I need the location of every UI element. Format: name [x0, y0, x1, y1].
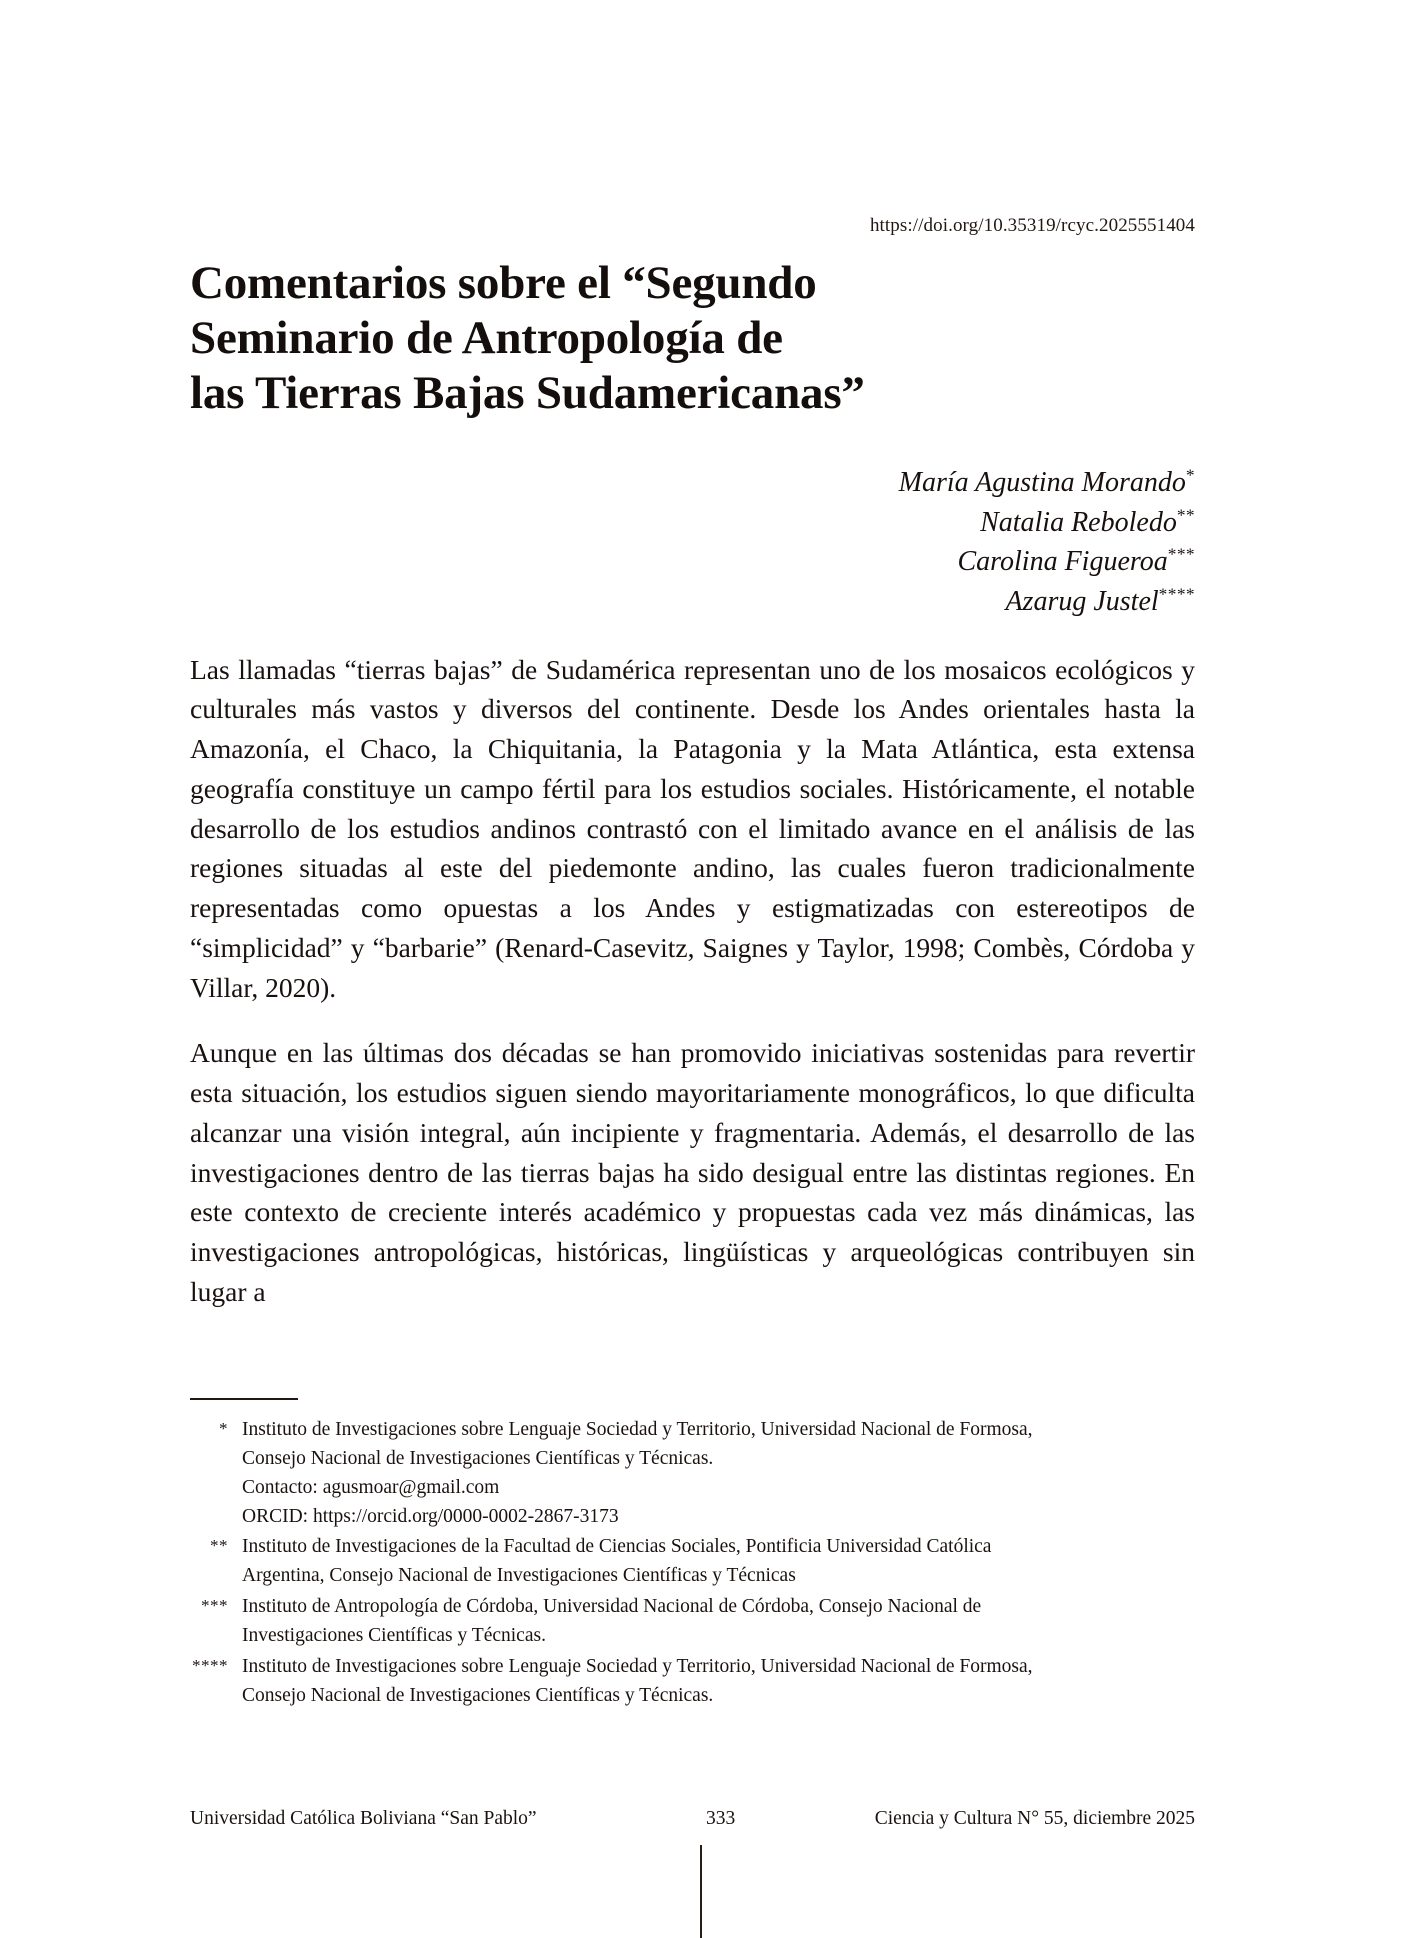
footnote-line: Consejo Nacional de Investigaciones Científicas y Técnicas. [242, 1684, 714, 1706]
author-affiliation-mark: * [1185, 465, 1195, 485]
author-name: María Agustina Morando [898, 466, 1186, 498]
footnote-mark: * [219, 1419, 228, 1438]
footnote-line: Instituto de Investigaciones sobre Lenguaje Sociedad y Territorio, Universidad Nacional de Formosa, [242, 1655, 1033, 1677]
footnote-line: Instituto de Antropología de Córdoba, Universidad Nacional de Córdoba, Consejo Nacional de [242, 1596, 982, 1618]
page-content [190, 0, 1195, 1312]
footnote-text [242, 1533, 1195, 1591]
footnote-text [242, 1416, 1195, 1531]
footnote-line: Investigaciones Científicas y Técnicas. [242, 1625, 546, 1647]
footnote-line: Consejo Nacional de Investigaciones Científicas y Técnicas. [242, 1447, 714, 1469]
folio-vertical-rule [700, 1845, 702, 1938]
footnote-item [190, 1653, 1195, 1711]
footnote-item [190, 1593, 1195, 1651]
footnotes-section [190, 1398, 1195, 1713]
author-name: Natalia Reboledo [980, 506, 1177, 538]
author-name: Azarug Justel [1005, 586, 1159, 617]
footnote-mark: **** [192, 1655, 228, 1675]
doi-link[interactable]: https://doi.org/10.35319/rcyc.2025551404 [869, 215, 1195, 236]
author-affiliation-mark: *** [1167, 544, 1195, 564]
footnote-text [242, 1653, 1195, 1711]
footer-issue-info: Ciencia y Cultura N° 55, diciembre 2025 [874, 1808, 1195, 1829]
page-title [190, 256, 990, 421]
author-name: Carolina Figueroa [957, 546, 1168, 578]
footnote-mark: *** [201, 1596, 228, 1616]
article-body [190, 650, 1195, 1312]
footer-publisher: Universidad Católica Boliviana “San Pablo” [190, 1808, 537, 1829]
footnote-line: Instituto de Investigaciones de la Facultad de Ciencias Sociales, Pontificia Universidad Católica [242, 1536, 992, 1558]
footnote-orcid-link[interactable]: ORCID: https://orcid.org/0000-0002-2867-3173 [242, 1505, 619, 1527]
footnote-contact-email[interactable]: Contacto: agusmoar@gmail.com [242, 1476, 500, 1498]
author-list [190, 463, 1195, 622]
title-line-2: Seminario de Antropología de [190, 311, 783, 364]
page-footer [190, 1808, 1195, 1830]
body-paragraph: Aunque en las últimas dos décadas se han promovido iniciativas sostenidas para revertir esta situación, los estudios siguen siendo mayoritariamente monográficos, lo que dificulta alcanzar una visión integral, aún incipiente y fragmentaria. Además, el desarrollo de las investigaciones dentro de las tierras bajas ha sido desigual entre las distintas regiones. En este contexto de creciente interés académico y propuestas cada vez más dinámicas, las investigaciones antropológicas, históricas, lingüísticas y arqueológicas contribuyen sin lugar a [190, 1037, 1195, 1307]
author-entry [190, 542, 1195, 582]
author-affiliation-mark: **** [1158, 584, 1195, 604]
body-paragraph: Las llamadas “tierras bajas” de Sudamérica representan uno de los mosaicos ecológicos y culturales más vastos y diversos del continente. Desde los Andes orientales hasta la Amazonía, el Chaco, la Chiquitania, la Patagonia y la Mata Atlántica, esta extensa geografía constituye un campo fértil para los estudios sociales. Históricamente, el notable desarrollo de los estudios andinos contrastó con el limitado avance en el análisis de las regiones situadas al este del piedemonte andino, las cuales fueron tradicionalmente representadas como opuestas a los Andes y estigmatizadas con estereotipos de “simplicidad” y “barbarie” (Renard-Casevitz, Saignes y Taylor, 1998; Combès, Córdoba y Villar, 2020). [190, 653, 1195, 1003]
author-entry [190, 582, 1195, 622]
footnote-item [190, 1533, 1195, 1591]
author-affiliation-mark: ** [1176, 505, 1195, 525]
page-number: 333 [706, 1808, 736, 1829]
footnote-separator-rule [190, 1398, 298, 1400]
footnote-line: Instituto de Investigaciones sobre Lenguaje Sociedad y Territorio, Universidad Nacional de Formosa, [242, 1419, 1033, 1440]
footnote-item [190, 1416, 1195, 1531]
footnote-line: Argentina, Consejo Nacional de Investigaciones Científicas y Técnicas [242, 1565, 796, 1587]
title-line-3: las Tierras Bajas Sudamericanas” [190, 366, 865, 419]
footnote-mark: ** [210, 1536, 228, 1556]
footnote-text [242, 1593, 1195, 1651]
author-entry [190, 463, 1195, 503]
title-line-1: Comentarios sobre el “Segundo [190, 256, 817, 309]
author-entry [190, 503, 1195, 543]
